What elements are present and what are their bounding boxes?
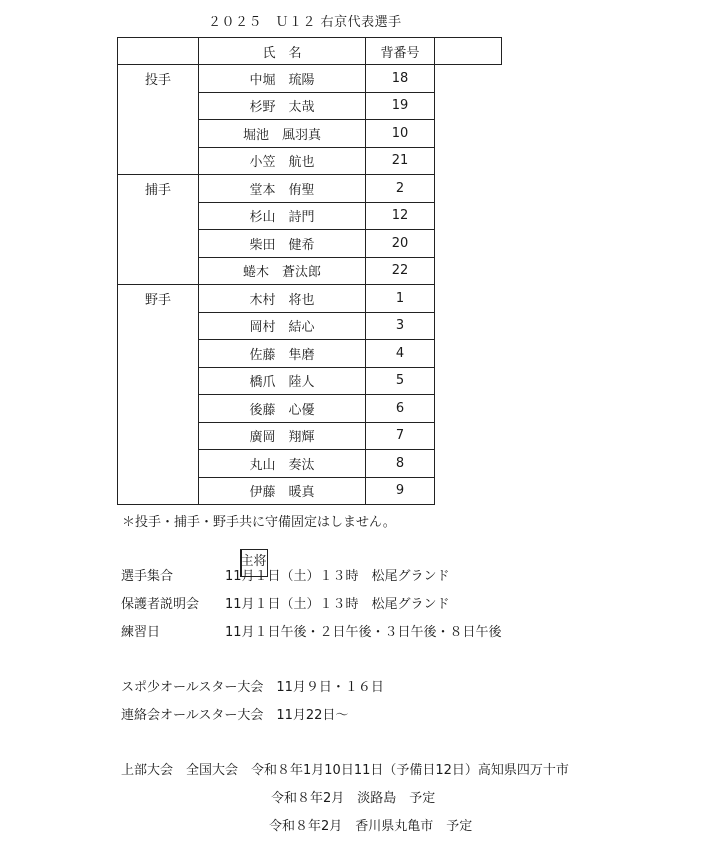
jersey-number-cell: 22 xyxy=(366,257,435,285)
schedule-value: 11月１日（土）１３時 松尾グランド xyxy=(225,597,450,612)
schedule-label: 練習日 xyxy=(121,625,161,640)
schedule-row-parent-briefing xyxy=(121,593,450,612)
schedule-value: 11月１日（土）１３時 松尾グランド xyxy=(225,569,450,584)
tournament-line-marugame: 令和８年2月 香川県丸亀市 予定 xyxy=(269,819,473,834)
jersey-number-cell: 3 xyxy=(366,312,435,340)
schedule-row-assembly xyxy=(121,565,450,584)
tournament-line-national: 上部大会 全国大会 令和８年1月10日11日（予備日12日）高知県四万十市 xyxy=(121,763,569,778)
jersey-number-cell: 21 xyxy=(366,147,435,175)
header-position xyxy=(118,38,199,65)
player-name-cell: 橋爪 陸人 xyxy=(199,367,366,395)
player-name-cell: 杉野 太哉 xyxy=(199,92,366,120)
jersey-number-cell: 2 xyxy=(366,175,435,203)
player-name-cell: 柴田 健希 xyxy=(199,230,366,258)
jersey-number-cell: 12 xyxy=(366,202,435,230)
player-name-cell: 丸山 奏汰 xyxy=(199,450,366,478)
jersey-number-cell: 20 xyxy=(366,230,435,258)
jersey-number-cell: 9 xyxy=(366,477,435,505)
jersey-number-cell: 19 xyxy=(366,92,435,120)
player-name-cell: 伊藤 暖真 xyxy=(199,477,366,505)
jersey-number-cell: 18 xyxy=(366,65,435,93)
jersey-number-cell: 8 xyxy=(366,450,435,478)
position-cell: 野手 xyxy=(118,285,199,505)
defense-note: ＊投手・捕手・野手共に守備固定はしません。 xyxy=(122,515,396,530)
document-title: ２０２５ Ｕ１２ 右京代表選手 xyxy=(208,15,402,30)
player-name-cell: 木村 将也 xyxy=(199,285,366,313)
jersey-number-cell: 4 xyxy=(366,340,435,368)
player-name-cell: 小笠 航也 xyxy=(199,147,366,175)
role-note-cell: 主将 xyxy=(240,549,268,578)
tournament-line-awaji: 令和８年2月 淡路島 予定 xyxy=(271,791,436,806)
schedule-row-practice xyxy=(121,621,502,640)
table-row xyxy=(118,175,502,203)
header-number: 背番号 xyxy=(366,38,435,65)
player-name-cell: 堀池 風羽真 xyxy=(199,120,366,148)
header-name: 氏 名 xyxy=(199,38,366,65)
player-name-cell: 蜷木 蒼汰郎 xyxy=(199,257,366,285)
player-name-cell: 杉山 詩門 xyxy=(199,202,366,230)
schedule-label: 選手集合 xyxy=(121,569,174,584)
event-sposho-allstar: スポ少オールスター大会 11月９日・１６日 xyxy=(121,680,384,695)
player-name-cell: 岡村 結心 xyxy=(199,312,366,340)
player-name-cell: 後藤 心優 xyxy=(199,395,366,423)
player-name-cell: 廣岡 翔輝 xyxy=(199,422,366,450)
jersey-number-cell: 5 xyxy=(366,367,435,395)
jersey-number-cell: 7 xyxy=(366,422,435,450)
table-row xyxy=(118,285,502,313)
player-name-cell: 佐藤 隼磨 xyxy=(199,340,366,368)
schedule-value: 11月１日午後・２日午後・３日午後・８日午後 xyxy=(225,625,502,640)
jersey-number-cell: 1 xyxy=(366,285,435,313)
position-cell: 投手 xyxy=(118,65,199,175)
position-cell: 捕手 xyxy=(118,175,199,285)
player-name-cell: 堂本 侑聖 xyxy=(199,175,366,203)
table-row xyxy=(118,65,502,93)
schedule-label: 保護者説明会 xyxy=(121,597,200,612)
table-header-row xyxy=(118,38,502,65)
jersey-number-cell: 6 xyxy=(366,395,435,423)
jersey-number-cell: 10 xyxy=(366,120,435,148)
header-note xyxy=(435,38,502,65)
event-renrakukai-allstar: 連絡会オールスター大会 11月22日～ xyxy=(121,708,349,723)
player-name-cell: 中堀 琉陽 xyxy=(199,65,366,93)
